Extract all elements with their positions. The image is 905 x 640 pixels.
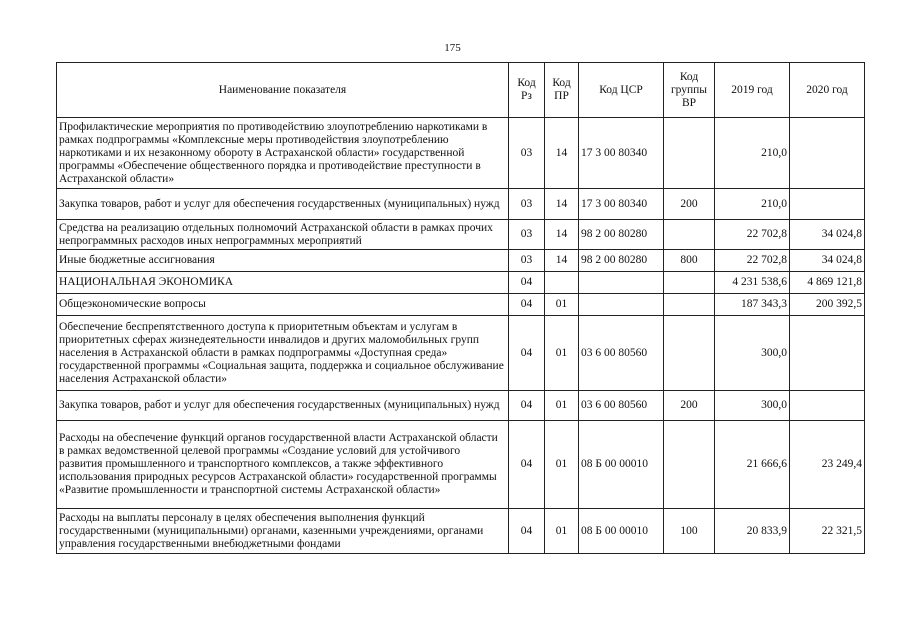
- row-vr: [664, 272, 715, 294]
- row-2020: [790, 189, 865, 220]
- header-vr: Код группы ВР: [664, 63, 715, 118]
- row-name: Иные бюджетные ассигнования: [57, 250, 509, 272]
- row-rz: 03: [509, 220, 545, 250]
- row-pr: 14: [545, 118, 579, 189]
- row-pr: [545, 272, 579, 294]
- row-rz: 04: [509, 272, 545, 294]
- header-pr: Код ПР: [545, 63, 579, 118]
- row-name: Обеспечение беспрепятственного доступа к приоритетным объектам и услугам в приоритетных сферах жизнедеятельности инвалидов и других маломобильных групп населения в Астраханской области в рамках подпрограммы «Доступная среда» государственной программы «Социальная защита, поддержка и социальное обслуживание населения Астраханской области»: [57, 316, 509, 391]
- row-2019: 22 702,8: [715, 250, 790, 272]
- row-csr: [579, 294, 664, 316]
- row-csr: 17 3 00 80340: [579, 189, 664, 220]
- table-row: [57, 272, 865, 294]
- row-name: Расходы на выплаты персоналу в целях обеспечения выполнения функций государственными (муниципальными) органами, казенными учреждениями, органами управления государственными внебюджетными фондами: [57, 509, 509, 554]
- row-2020: 23 249,4: [790, 421, 865, 509]
- row-csr: 08 Б 00 00010: [579, 421, 664, 509]
- row-rz: 04: [509, 391, 545, 421]
- page-number: 175: [444, 42, 461, 54]
- budget-table: [56, 62, 865, 554]
- row-csr: [579, 272, 664, 294]
- table-row: [57, 391, 865, 421]
- row-pr: 01: [545, 509, 579, 554]
- row-csr: 03 6 00 80560: [579, 316, 664, 391]
- row-csr: 03 6 00 80560: [579, 391, 664, 421]
- row-rz: 04: [509, 509, 545, 554]
- row-name: Профилактические мероприятия по противодействию злоупотреблению наркотиками в рамках подпрограммы «Комплексные меры противодействия злоупотреблению наркотиками и их незаконному обороту в Астраханской области» государственной программы «Обеспечение общественного порядка и противодействие преступности в Астраханской области»: [57, 118, 509, 189]
- row-name: Расходы на обеспечение функций органов государственной власти Астраханской области в рамках ведомственной целевой программы «Создание условий для устойчивого развития промышленного и транспортного комплексов, а также эффективного использования природных ресурсов Астраханской области» государственной программы «Развитие промышленности и транспортной системы Астраханской области»: [57, 421, 509, 509]
- row-vr: [664, 421, 715, 509]
- table-row: [57, 118, 865, 189]
- table-row: [57, 250, 865, 272]
- row-2020: [790, 391, 865, 421]
- table-row: [57, 316, 865, 391]
- row-rz: 03: [509, 189, 545, 220]
- row-pr: 01: [545, 294, 579, 316]
- row-rz: 03: [509, 118, 545, 189]
- row-2019: 22 702,8: [715, 220, 790, 250]
- row-2019: 210,0: [715, 189, 790, 220]
- row-pr: 01: [545, 391, 579, 421]
- row-vr: 100: [664, 509, 715, 554]
- row-csr: 17 3 00 80340: [579, 118, 664, 189]
- row-vr: 200: [664, 391, 715, 421]
- row-csr: 98 2 00 80280: [579, 220, 664, 250]
- row-name: Закупка товаров, работ и услуг для обеспечения государственных (муниципальных) нужд: [57, 189, 509, 220]
- row-pr: 01: [545, 316, 579, 391]
- row-vr: [664, 118, 715, 189]
- row-2019: 300,0: [715, 316, 790, 391]
- table-row: [57, 189, 865, 220]
- row-2019: 4 231 538,6: [715, 272, 790, 294]
- table-row: [57, 509, 865, 554]
- header-2020: 2020 год: [790, 63, 865, 118]
- row-2019: 300,0: [715, 391, 790, 421]
- table-row: [57, 294, 865, 316]
- row-pr: 14: [545, 250, 579, 272]
- row-name: Средства на реализацию отдельных полномочий Астраханской области в рамках прочих непрограммных расходов иных непрограммных мероприятий: [57, 220, 509, 250]
- row-2019: 21 666,6: [715, 421, 790, 509]
- row-2019: 187 343,3: [715, 294, 790, 316]
- row-2020: 4 869 121,8: [790, 272, 865, 294]
- row-vr: 200: [664, 189, 715, 220]
- row-csr: 98 2 00 80280: [579, 250, 664, 272]
- row-pr: 01: [545, 421, 579, 509]
- row-rz: 03: [509, 250, 545, 272]
- row-2020: 22 321,5: [790, 509, 865, 554]
- row-2020: 200 392,5: [790, 294, 865, 316]
- table-row: [57, 421, 865, 509]
- table-header-row: [57, 63, 865, 118]
- row-name: Общеэкономические вопросы: [57, 294, 509, 316]
- row-name: НАЦИОНАЛЬНАЯ ЭКОНОМИКА: [57, 272, 509, 294]
- row-2020: 34 024,8: [790, 220, 865, 250]
- row-vr: [664, 220, 715, 250]
- row-rz: 04: [509, 294, 545, 316]
- row-2019: 20 833,9: [715, 509, 790, 554]
- header-name: Наименование показателя: [57, 63, 509, 118]
- row-vr: [664, 316, 715, 391]
- header-csr: Код ЦСР: [579, 63, 664, 118]
- row-vr: 800: [664, 250, 715, 272]
- row-2020: [790, 118, 865, 189]
- row-rz: 04: [509, 316, 545, 391]
- row-2020: [790, 316, 865, 391]
- row-name: Закупка товаров, работ и услуг для обеспечения государственных (муниципальных) нужд: [57, 391, 509, 421]
- row-vr: [664, 294, 715, 316]
- header-2019: 2019 год: [715, 63, 790, 118]
- table-row: [57, 220, 865, 250]
- row-2019: 210,0: [715, 118, 790, 189]
- row-2020: 34 024,8: [790, 250, 865, 272]
- row-rz: 04: [509, 421, 545, 509]
- row-csr: 08 Б 00 00010: [579, 509, 664, 554]
- row-pr: 14: [545, 189, 579, 220]
- header-rz: Код Рз: [509, 63, 545, 118]
- row-pr: 14: [545, 220, 579, 250]
